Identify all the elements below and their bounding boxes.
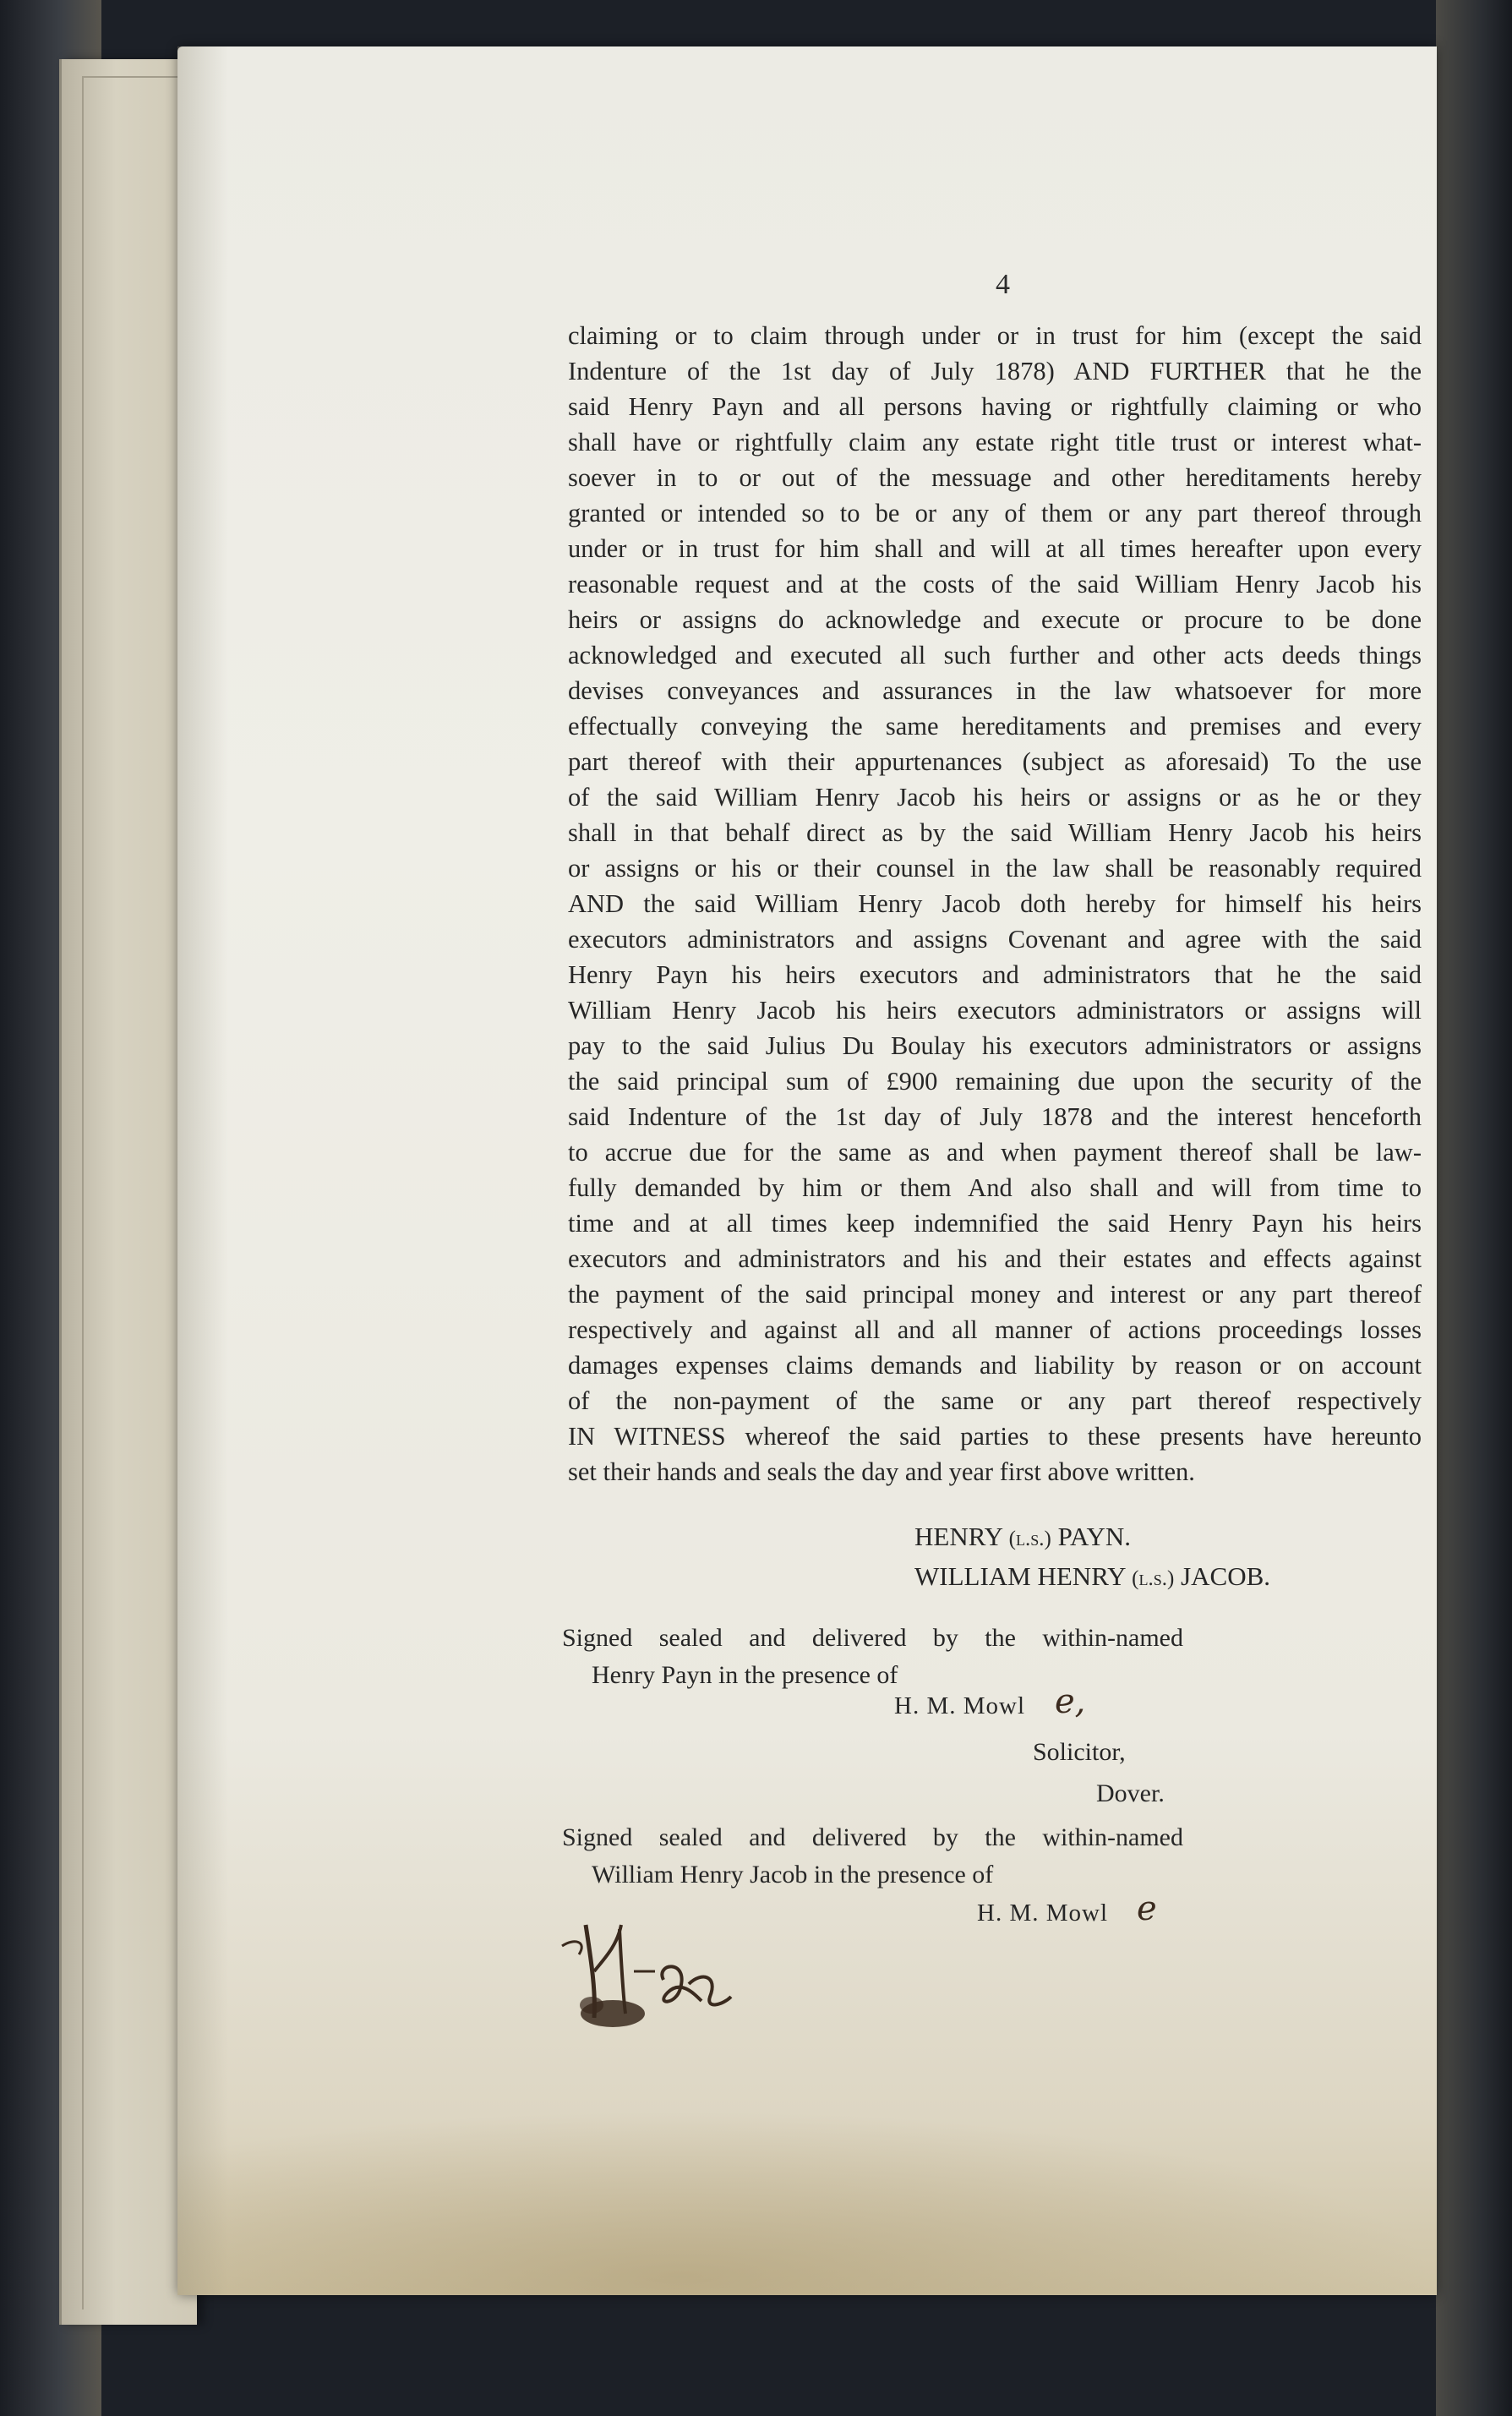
body-line: claiming or to claim through under or in trust for him (except the said bbox=[568, 321, 1422, 350]
body-line: Henry Payn his heirs executors and administrators that he the said bbox=[568, 960, 1422, 989]
party-henry-payn bbox=[914, 1518, 1270, 1558]
party1-first-name: HENRY bbox=[914, 1522, 1002, 1551]
attestation-clause-payn bbox=[562, 1620, 1183, 1694]
body-line: effectually conveying the same hereditaments and premises and every bbox=[568, 712, 1422, 741]
body-line: said Indenture of the 1st day of July 1878 and the interest henceforth bbox=[568, 1102, 1422, 1131]
body-line: shall in that behalf direct as by the said William Henry Jacob his heirs bbox=[568, 818, 1422, 847]
body-line: pay to the said Julius Du Boulay his executors administrators or assigns bbox=[568, 1031, 1422, 1060]
body-line: devises conveyances and assurances in the law whatsoever for more bbox=[568, 676, 1422, 705]
body-line: AND the said William Henry Jacob doth hereby for himself his heirs bbox=[568, 889, 1422, 918]
party2-first-name: WILLIAM HENRY bbox=[914, 1561, 1126, 1591]
handwritten-signature bbox=[554, 1912, 748, 2039]
body-line: damages expenses claims demands and liability by reason or on account bbox=[568, 1351, 1422, 1380]
attestation-line: Signed sealed and delivered by the within-named bbox=[562, 1823, 1183, 1851]
seal-mark: (l.s.) bbox=[1132, 1567, 1175, 1590]
attestation-line: Henry Payn in the presence of bbox=[592, 1661, 898, 1689]
body-line: executors and administrators and his and their estates and effects against bbox=[568, 1244, 1422, 1273]
body-line: set their hands and seals the day and year first above written. bbox=[568, 1457, 1195, 1486]
body-line: acknowledged and executed all such further and other acts deeds things bbox=[568, 641, 1422, 670]
body-line: of the said William Henry Jacob his heirs or assigns or as he or they bbox=[568, 783, 1422, 812]
body-line: reasonable request and at the costs of the said William Henry Jacob his bbox=[568, 570, 1422, 599]
body-line: heirs or assigns do acknowledge and execute or procure to be done bbox=[568, 605, 1422, 634]
body-line: soever in to or out of the messuage and other hereditaments hereby bbox=[568, 463, 1422, 492]
seal-mark: (l.s.) bbox=[1008, 1528, 1051, 1550]
party2-last-name: JACOB. bbox=[1181, 1561, 1271, 1591]
witness-title: Solicitor, bbox=[1033, 1738, 1126, 1766]
body-line: time and at all times keep indemnified the said Henry Payn his heirs bbox=[568, 1209, 1422, 1238]
body-line: of the non-payment of the same or any part thereof respectively bbox=[568, 1386, 1422, 1415]
body-line: granted or intended so to be or any of them or any part thereof through bbox=[568, 499, 1422, 527]
party-william-henry-jacob bbox=[914, 1558, 1270, 1598]
book-binding-right bbox=[1436, 0, 1512, 2416]
body-line: executors administrators and assigns Covenant and agree with the said bbox=[568, 925, 1422, 954]
handwritten-mark: e, bbox=[1055, 1682, 1086, 1721]
attestation-line: Signed sealed and delivered by the within-named bbox=[562, 1624, 1183, 1652]
party-signatures bbox=[914, 1518, 1270, 1598]
witness-name: H. M. Mowl bbox=[894, 1692, 1026, 1719]
body-line: William Henry Jacob his heirs executors administrators or assigns will bbox=[568, 996, 1422, 1025]
witness-name: H. M. Mowl bbox=[977, 1899, 1109, 1927]
body-line: to accrue due for the same as and when payment thereof shall be law- bbox=[568, 1138, 1422, 1167]
deed-body-text bbox=[568, 318, 1422, 1490]
underlying-pages bbox=[59, 59, 197, 2325]
body-line: said Henry Payn and all persons having or rightfully claiming or who bbox=[568, 392, 1422, 421]
body-line: fully demanded by him or them And also shall and will from time to bbox=[568, 1173, 1422, 1202]
body-line: or assigns or his or their counsel in the law shall be reasonably required bbox=[568, 854, 1422, 883]
attestation-clause-jacob bbox=[562, 1819, 1183, 1894]
body-line: the said principal sum of £900 remaining due upon the security of the bbox=[568, 1067, 1422, 1096]
body-line: Indenture of the 1st day of July 1878) AND FURTHER that he the bbox=[568, 357, 1422, 385]
body-line: part thereof with their appurtenances (subject as aforesaid) To the use bbox=[568, 747, 1422, 776]
body-line: the payment of the said principal money and interest or any part thereof bbox=[568, 1280, 1422, 1309]
paper-stain bbox=[177, 2109, 1437, 2295]
attestation-line: William Henry Jacob in the presence of bbox=[592, 1861, 994, 1889]
handwritten-mark: e bbox=[1137, 1889, 1157, 1928]
body-line: under or in trust for him shall and will at all times hereafter upon every bbox=[568, 534, 1422, 563]
page-number: 4 bbox=[996, 269, 1010, 300]
body-line: shall have or rightfully claim any estate right title trust or interest what- bbox=[568, 428, 1422, 456]
party1-last-name: PAYN. bbox=[1057, 1522, 1132, 1551]
body-line: IN WITNESS whereof the said parties to these presents have hereunto bbox=[568, 1422, 1422, 1451]
body-line: respectively and against all and all manner of actions proceedings losses bbox=[568, 1315, 1422, 1344]
witness-place: Dover. bbox=[1096, 1779, 1165, 1807]
